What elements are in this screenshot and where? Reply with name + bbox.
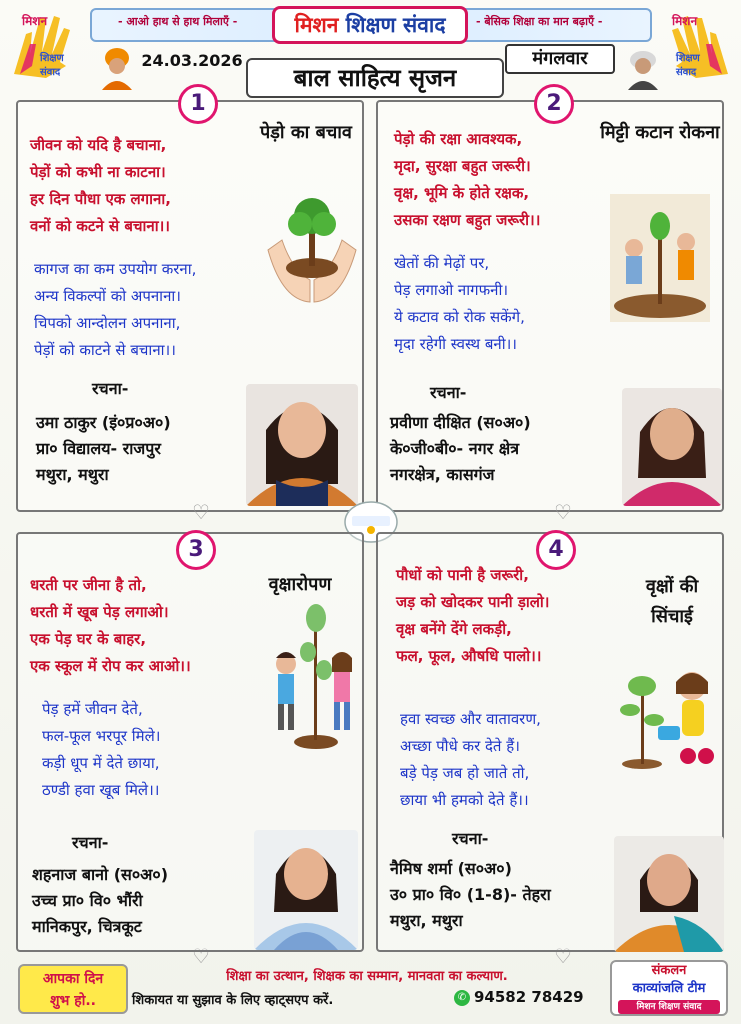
heart-icon: ♡ xyxy=(192,944,210,968)
credit-line-1: संकलन xyxy=(651,963,687,978)
slogan-right: - बेसिक शिक्षा का मान बढ़ाएँ - xyxy=(476,15,603,28)
author-label-4: रचना- xyxy=(452,829,489,848)
verse-red-1: जीवन को यदि है बचाना, पेड़ों को कभी ना काटना। हर दिन पौधा एक लगाना, वनों को कटने से बचाना।। xyxy=(30,136,171,235)
logo-right-line3: संवाद xyxy=(676,67,697,78)
heart-icon: ♡ xyxy=(554,944,572,968)
verse-red-2: पेड़ो की रक्षा आवश्यक, मृदा, सुरक्षा बहुत जरूरी। वृक्ष, भूमि के होते रक्षक, उसका रक्षण बहुत जरूरी।। xyxy=(394,130,541,229)
heart-icon: ♡ xyxy=(192,500,210,524)
panel-number-2: 2 xyxy=(534,84,574,124)
author-details-2: प्रवीणा दीक्षित (स०अ०) के०जी०बी०- नगर क्षेत्र नगरक्षेत्र, कासगंज xyxy=(390,413,531,484)
child-watering-plant-icon xyxy=(612,660,722,770)
verse-red-3: धरती पर जीना है तो, धरती में खूब पेड़ लगाओ। एक पेड़ घर के बाहर, एक स्कूल में रोप कर आओ।। xyxy=(30,576,191,675)
logo-left-line2: शिक्षण xyxy=(40,53,64,64)
greeting-box xyxy=(18,964,128,1014)
author-label-3: रचना- xyxy=(72,833,109,852)
day-label: मंगलवार xyxy=(505,44,615,74)
whatsapp-icon: ✆ xyxy=(454,990,470,1006)
brand-title-red: मिशन xyxy=(294,13,339,37)
brand-title xyxy=(272,6,468,44)
verse-blue-2: खेतों की मेढ़ों पर, पेड़ लगाओ नागफनी। ये कटाव को रोक सकेंगे, मृदा रहेगी स्वस्थ बनी।। xyxy=(394,254,525,353)
author-label-2: रचना- xyxy=(430,383,467,402)
date-label: 24.03.2026 xyxy=(141,51,243,70)
kids-planting-tree-icon xyxy=(610,194,710,322)
author-photo-3 xyxy=(254,830,358,950)
credit-box xyxy=(610,960,728,1016)
logo-right-line1: मिशन xyxy=(672,14,698,28)
panel-title-1: पेड़ो का बचाव xyxy=(260,122,352,143)
panel-title-2: मिट्टी कटान रोकना xyxy=(600,122,720,143)
credit-line-2: काव्यांजलि टीम xyxy=(632,981,706,996)
author-details-1: उमा ठाकुर (इं०प्र०अ०) प्रा० विद्यालय- राजपुर मथुरा, मथुरा xyxy=(36,413,171,484)
panel-number-4: 4 xyxy=(536,530,576,570)
author-photo-2 xyxy=(622,388,722,506)
credit-line-3: मिशन शिक्षण संवाद xyxy=(618,1000,720,1014)
panel-title-3: वृक्षारोपण xyxy=(268,574,332,595)
vivekananda-portrait-icon xyxy=(98,46,136,90)
panel-number-1: 1 xyxy=(178,84,218,124)
logo-left-line1: मिशन xyxy=(22,14,48,28)
greeting-line-2: शुभ हो.. xyxy=(50,993,96,1009)
logo-left-line3: संवाद xyxy=(40,67,61,78)
author-details-4: नैमिष शर्मा (स०अ०) उ० प्रा० वि० (1-8)- तेहरा मथुरा, मथुरा xyxy=(390,859,551,930)
greeting-line-1: आपका दिन xyxy=(42,971,104,987)
verse-blue-1: कागज का कम उपयोग करना, अन्य विकल्पों को अपनाना। चिपको आन्दोलन अपनाना, पेड़ों को काटने से बचाना।। xyxy=(34,260,197,359)
kalam-portrait-icon xyxy=(624,46,662,90)
motto-text: शिक्षा का उत्थान, शिक्षक का सम्मान, मानवता का कल्याण. xyxy=(226,969,508,984)
verse-red-4: पौधों को पानी है जरूरी, जड़ को खोदकर पानी ड़ालो। वृक्ष बनेंगे देंगे लकड़ी, फल, फूल, औषधि पालो।। xyxy=(396,566,550,665)
kids-planting-sapling-icon xyxy=(262,600,362,750)
heart-icon: ♡ xyxy=(554,500,572,524)
verse-blue-3: पेड़ हमें जीवन देते, फल-फूल भरपूर मिले। कड़ी धूप में देते छाया, ठण्डी हवा खूब मिले।। xyxy=(42,700,161,799)
phone-number[interactable]: 94582 78429 xyxy=(474,988,584,1006)
slogan-left: - आओ हाथ से हाथ मिलाएँ - xyxy=(118,15,238,28)
verse-blue-4: हवा स्वच्छ और वातावरण, अच्छा पौधे कर देते हैं। बड़े पेड़ जब हो जाते तो, छाया भी हमको देते हैं।। xyxy=(400,710,541,809)
panel-title-4: वृक्षों की सिंचाई xyxy=(645,576,699,627)
logo-right-line2: शिक्षण xyxy=(676,53,700,64)
brand-title-blue: शिक्षण संवाद xyxy=(345,13,446,37)
author-photo-1 xyxy=(246,384,358,506)
complaint-text: शिकायत या सुझाव के लिए व्हाट्सएप करें. xyxy=(132,993,334,1008)
author-label-1: रचना- xyxy=(92,379,129,398)
author-photo-4 xyxy=(614,836,724,952)
panel-number-3: 3 xyxy=(176,530,216,570)
hands-holding-plant-icon xyxy=(262,190,362,310)
author-details-3: शहनाज बानो (स०अ०) उच्च प्रा० वि० भौंरी मानिकपुर, चित्रकूट xyxy=(32,865,169,936)
page-title: बाल साहित्य सृजन xyxy=(246,58,504,98)
